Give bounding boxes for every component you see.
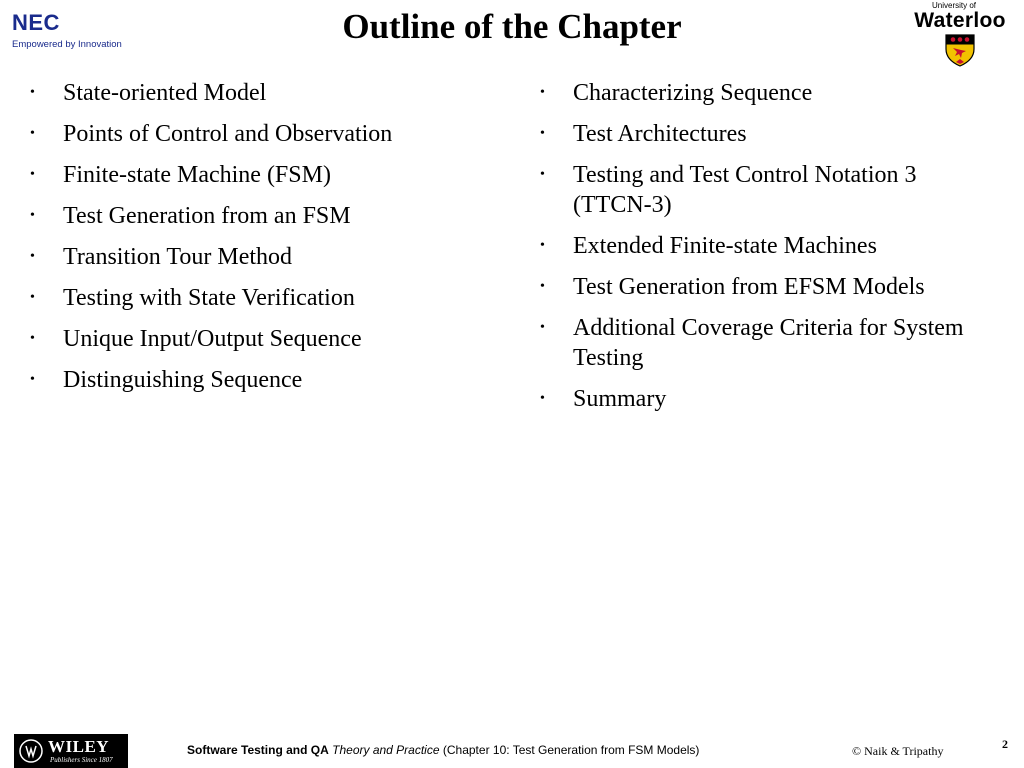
waterloo-logo bbox=[900, 2, 1020, 68]
footer-book-title: Software Testing and QA bbox=[187, 743, 329, 757]
outline-item: • State-oriented Model bbox=[30, 80, 267, 106]
wiley-emblem-icon bbox=[18, 738, 44, 764]
outline-item: • Distinguishing Sequence bbox=[30, 367, 303, 393]
outline-left-column bbox=[30, 78, 500, 406]
waterloo-shield-icon bbox=[944, 33, 976, 67]
page-number: 2 bbox=[1002, 737, 1008, 751]
outline-item: • Test Architectures bbox=[540, 121, 747, 147]
outline-item: • Finite-state Machine (FSM) bbox=[30, 162, 331, 188]
footer-book-subtitle: Theory and Practice bbox=[332, 743, 440, 757]
outline-item: • Testing and Test Control Notation 3 (TTCN-3) bbox=[540, 162, 917, 218]
wiley-logo-word: WILEY bbox=[48, 737, 110, 756]
footer-book-info bbox=[187, 743, 699, 757]
outline-item: • Extended Finite-state Machines bbox=[540, 233, 877, 259]
waterloo-logo-word: Waterloo bbox=[914, 9, 1006, 32]
wiley-logo-tagline: Publishers Since 1807 bbox=[50, 756, 113, 764]
outline-item: • Test Generation from EFSM Models bbox=[540, 274, 925, 300]
outline-item: • Unique Input/Output Sequence bbox=[30, 326, 362, 352]
outline-item: • Test Generation from an FSM bbox=[30, 203, 351, 229]
footer-chapter: (Chapter 10: Test Generation from FSM Models) bbox=[442, 743, 700, 757]
nec-logo-tagline: Empowered by Innovation bbox=[12, 39, 122, 50]
wiley-logo bbox=[14, 734, 128, 768]
outline-item: • Summary bbox=[540, 386, 667, 412]
outline-item: • Testing with State Verification bbox=[30, 285, 355, 311]
nec-logo-word: NEC bbox=[12, 10, 60, 35]
slide-footer bbox=[0, 732, 1024, 768]
outline-item: • Points of Control and Observation bbox=[30, 121, 393, 147]
footer-copyright: © Naik & Tripathy bbox=[852, 744, 944, 758]
slide-title: Outline of the Chapter bbox=[342, 7, 682, 46]
waterloo-logo-small: University of bbox=[932, 1, 977, 10]
outline-item: • Characterizing Sequence bbox=[540, 80, 813, 106]
outline-item: • Transition Tour Method bbox=[30, 244, 293, 270]
outline-right-column bbox=[540, 78, 1000, 425]
outline-item: • Additional Coverage Criteria for System Testing bbox=[540, 315, 964, 371]
